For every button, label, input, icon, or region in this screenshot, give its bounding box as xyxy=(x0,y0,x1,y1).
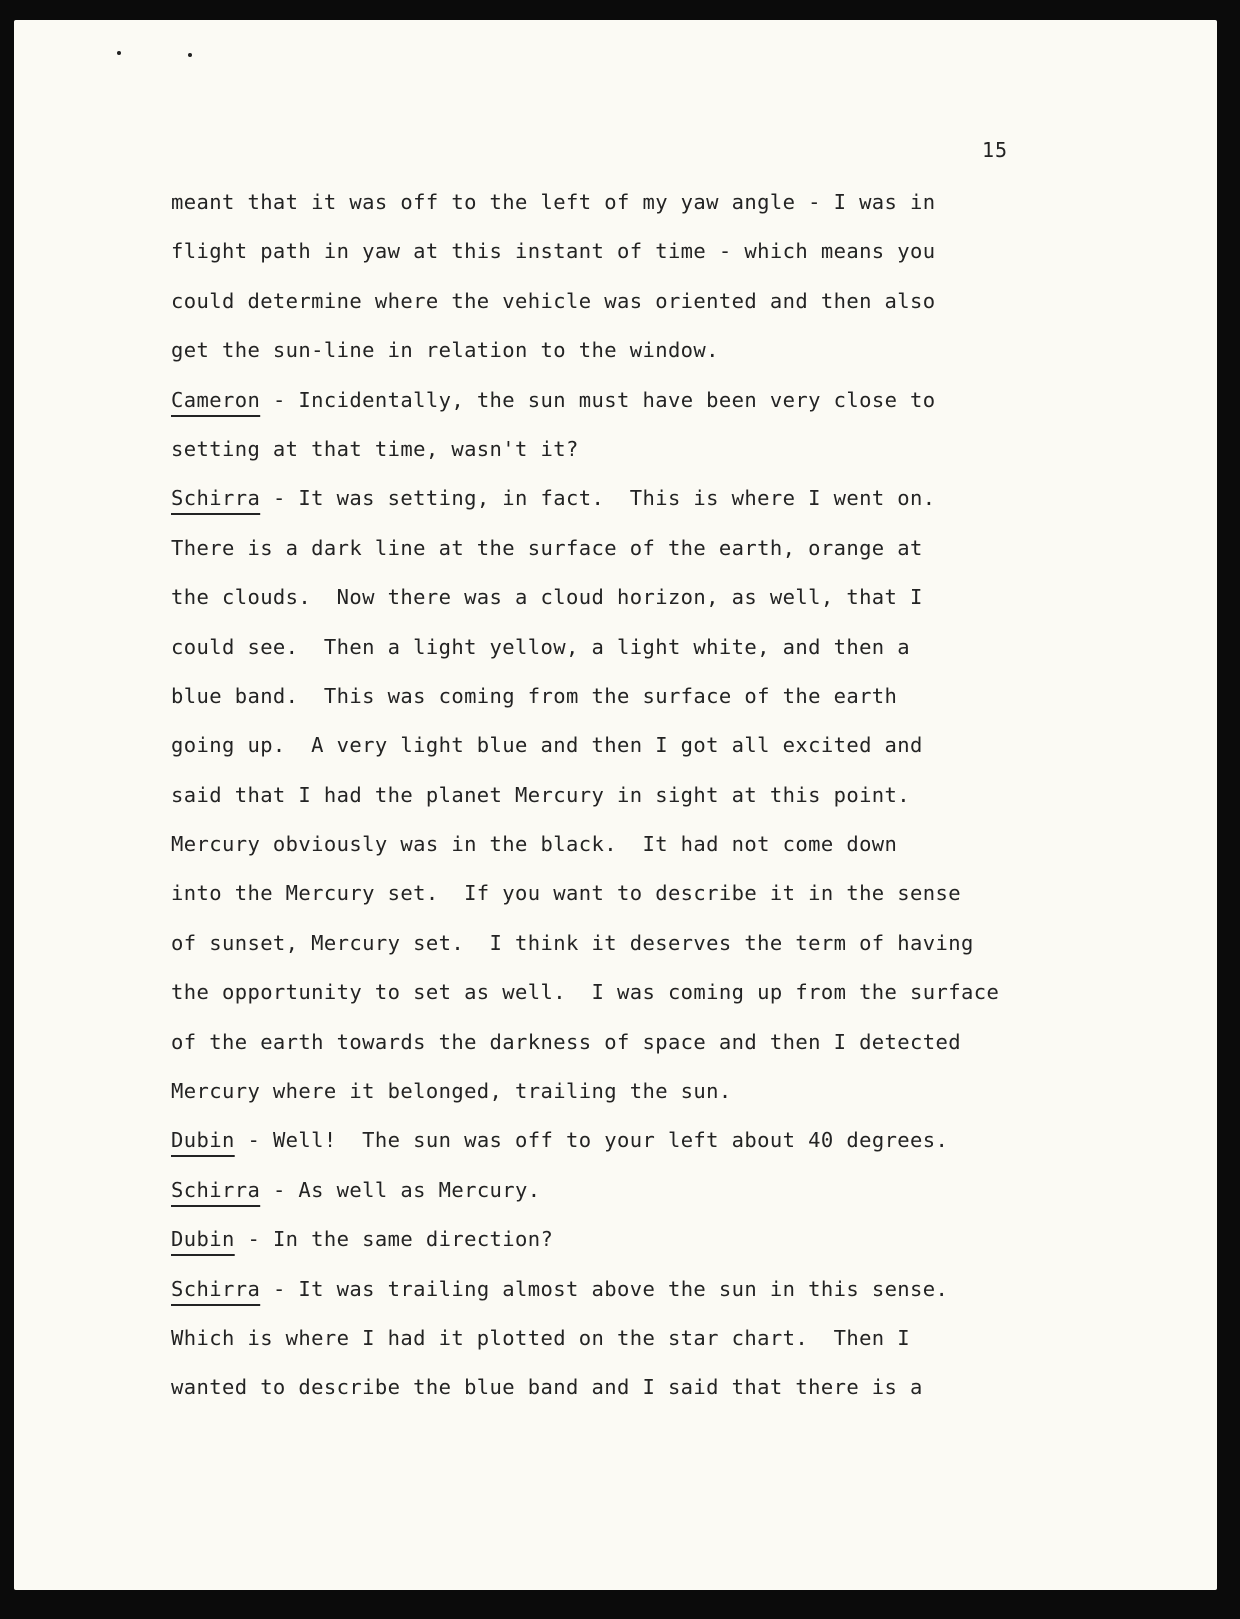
transcript-line xyxy=(171,820,1201,869)
transcript-line xyxy=(171,277,1201,326)
transcript-line xyxy=(171,1067,1201,1116)
line-text: There is a dark line at the surface of the earth, orange at xyxy=(171,535,923,560)
line-text: into the Mercury set. If you want to describe it in the sense xyxy=(171,881,962,906)
line-text: said that I had the planet Mercury in sight at this point. xyxy=(171,782,911,807)
scan-speck xyxy=(188,53,192,57)
transcript-line xyxy=(171,623,1201,672)
scan-speck xyxy=(117,51,121,55)
transcript-line xyxy=(171,1314,1201,1363)
line-text: - In the same direction? xyxy=(234,1227,554,1252)
speaker-name: Schirra xyxy=(171,1276,261,1301)
line-text: get the sun-line in relation to the window. xyxy=(171,338,719,363)
transcript-line xyxy=(171,672,1201,721)
line-text: setting at that time, wasn't it? xyxy=(171,436,579,461)
transcript-line xyxy=(171,425,1201,474)
transcript-line xyxy=(171,326,1201,375)
line-text: Which is where I had it plotted on the star chart. Then I xyxy=(171,1325,911,1350)
line-text: - It was setting, in fact. This is where I went on. xyxy=(260,486,936,511)
speaker-name: Schirra xyxy=(171,1177,261,1202)
line-text: meant that it was off to the left of my yaw angle - I was in xyxy=(171,190,936,214)
transcript-line xyxy=(171,721,1201,770)
document-page xyxy=(14,20,1217,1590)
line-text: - Well! The sun was off to your left about 40 degrees. xyxy=(234,1128,949,1153)
transcript-line xyxy=(171,919,1201,968)
speaker-name: Cameron xyxy=(171,387,261,412)
transcript-line xyxy=(171,376,1201,425)
transcript-line xyxy=(171,474,1201,523)
transcript-line xyxy=(171,227,1201,276)
transcript-line xyxy=(171,1215,1201,1264)
transcript-line xyxy=(171,1363,1201,1412)
speaker-name: Dubin xyxy=(171,1227,235,1252)
transcript-body xyxy=(171,178,1201,1413)
transcript-line xyxy=(171,869,1201,918)
transcript-line xyxy=(171,524,1201,573)
line-text: - As well as Mercury. xyxy=(260,1177,541,1202)
transcript-line xyxy=(171,1166,1201,1215)
line-text: the opportunity to set as well. I was coming up from the surface xyxy=(171,980,1000,1005)
line-text: going up. A very light blue and then I got all excited and xyxy=(171,733,923,758)
transcript-line xyxy=(171,771,1201,820)
line-text: blue band. This was coming from the surface of the earth xyxy=(171,683,898,708)
line-text: Mercury where it belonged, trailing the sun. xyxy=(171,1079,732,1104)
line-text: of sunset, Mercury set. I think it deserves the term of having xyxy=(171,930,974,955)
speaker-name: Schirra xyxy=(171,486,261,511)
line-text: of the earth towards the darkness of space and then I detected xyxy=(171,1029,962,1054)
line-text: - Incidentally, the sun must have been very close to xyxy=(260,387,936,412)
transcript-line xyxy=(171,573,1201,622)
line-text: - It was trailing almost above the sun in this sense. xyxy=(260,1276,949,1301)
transcript-line xyxy=(171,178,1201,227)
transcript-line xyxy=(171,1116,1201,1165)
line-text: could determine where the vehicle was oriented and then also xyxy=(171,288,936,313)
line-text: wanted to describe the blue band and I said that there is a xyxy=(171,1375,923,1400)
page-number: 15 xyxy=(982,138,1009,162)
line-text: Mercury obviously was in the black. It had not come down xyxy=(171,832,898,857)
transcript-line xyxy=(171,968,1201,1017)
line-text: the clouds. Now there was a cloud horizon, as well, that I xyxy=(171,585,923,610)
speaker-name: Dubin xyxy=(171,1128,235,1153)
transcript-line xyxy=(171,1018,1201,1067)
line-text: flight path in yaw at this instant of time - which means you xyxy=(171,239,936,264)
line-text: could see. Then a light yellow, a light white, and then a xyxy=(171,634,911,659)
transcript-line xyxy=(171,1265,1201,1314)
